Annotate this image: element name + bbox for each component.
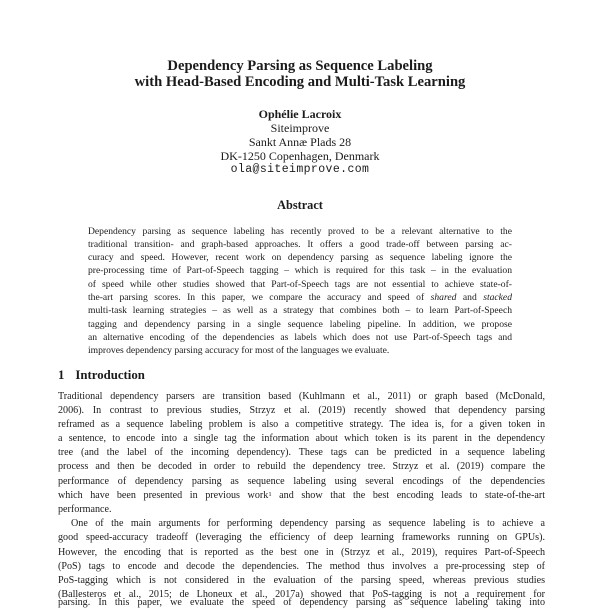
paper-title [0,59,600,90]
section-heading [58,368,145,383]
text-line: the-art parsing scores. In this paper, we compare the accuracy and speed of shared and stacked [88,291,512,303]
text-line: improves dependency parsing accuracy for most of the languages we evaluate. [88,345,390,357]
intro-partial-line [58,596,545,608]
author-address: Sankt Annæ Plads 28 [248,135,352,149]
text-line: Dependency parsing as sequence labeling has recently proved to be a relevant alternative to the [88,225,512,237]
text-line: (Ballesteros et al., 2015; de Lhoneux et al., 2017a) showed that PoS-tagging is not a requirement for [58,589,545,601]
abstract-text [88,225,512,358]
text-line: tagging and dependency parsing in a single sequence labeling pipeline. In addition, we propose [88,318,512,330]
text-line: which have been presented in previous work$^1$ and show that the best encoding leads to state-of-the-art [58,489,545,501]
author-block [0,107,600,177]
text-line: multi-task learning strategies – as well as a strategy that combines both – to learn Part-of-Speech [88,305,512,317]
text-line: tree (and the label of the incoming dependency). These tags can be predicted in a sequence labeling [58,447,545,459]
author-affiliation: Siteimprove [270,121,330,135]
text-line: pre-processing time of Part-of-Speech tagging – which is required for this task – in the evaluation [88,265,512,277]
abstract-heading: Abstract [277,198,323,212]
paper-title-line2: with Head-Based Encoding and Multi-Task Learning [134,73,466,90]
text-line: parsing. In this paper, we evaluate the speed of dependency parsing as sequence labeling taking into [58,597,545,608]
text-line: (PoS) tags to encode and decode the dependencies. The method thus involves a pre-processing step of [58,560,545,572]
intro-paragraph-1 [58,390,545,518]
intro-paragraph-2 [58,517,545,602]
text-line: performance. [58,504,112,515]
text-line: process and then be decoded in order to rebuild the dependency tree. Strzyz et al. (2019) compare the [58,461,545,473]
text-line: reframed as a sequence labeling problem is also a competitive strategy. The idea is, for a given token in [58,418,545,430]
text-line: a sentence, to encode into a single tag the information about which token is its parent in the dependency [58,433,545,445]
text-line: performance of dependency parsing as sequence labeling using several encodings of the dependencies [58,475,545,487]
text-line: However, the encoding that is reported as the best one in (Strzyz et al., 2019), requires Part-of-Speech [58,546,545,558]
paper-title-line1: Dependency Parsing as Sequence Labeling [167,58,433,74]
author-name: Ophélie Lacroix [258,107,342,121]
text-line: One of the main arguments for performing dependency parsing as sequence labeling is to achieve a [71,518,545,530]
text-line: curacy and speed. However, recent work on dependency parsing as sequence labeling ignore the [88,252,512,264]
section-title: Introduction [75,368,145,382]
text-line: good speed-accuracy tradeoff (leveraging the efficiency of deep learning frameworks running on GPUs). [58,532,545,544]
text-line: 2006). In contrast to previous studies, Strzyz et al. (2019) recently showed that dependency parsing [58,404,545,416]
text-line: of speed while other studies showed that Part-of-Speech tags are not essential to achieve state-of- [88,278,512,290]
text-line: traditional transition- and graph-based approaches. It offers a good trade-off between parsing ac- [88,238,512,250]
author-email: ola@siteimprove.com [230,163,370,176]
text-line: Traditional dependency parsers are transition based (Kuhlmann et al., 2011) or graph based (McDonald, [58,390,545,402]
author-city: DK-1250 Copenhagen, Denmark [220,149,380,163]
section-number: 1 [58,368,65,382]
text-line: PoS-tagging which is not considered in the evaluation of the parsing speed, whereas previous studies [58,575,545,587]
text-line: an alternative encoding of the dependencies as labels which does not use Part-of-Speech tags and [88,331,512,343]
